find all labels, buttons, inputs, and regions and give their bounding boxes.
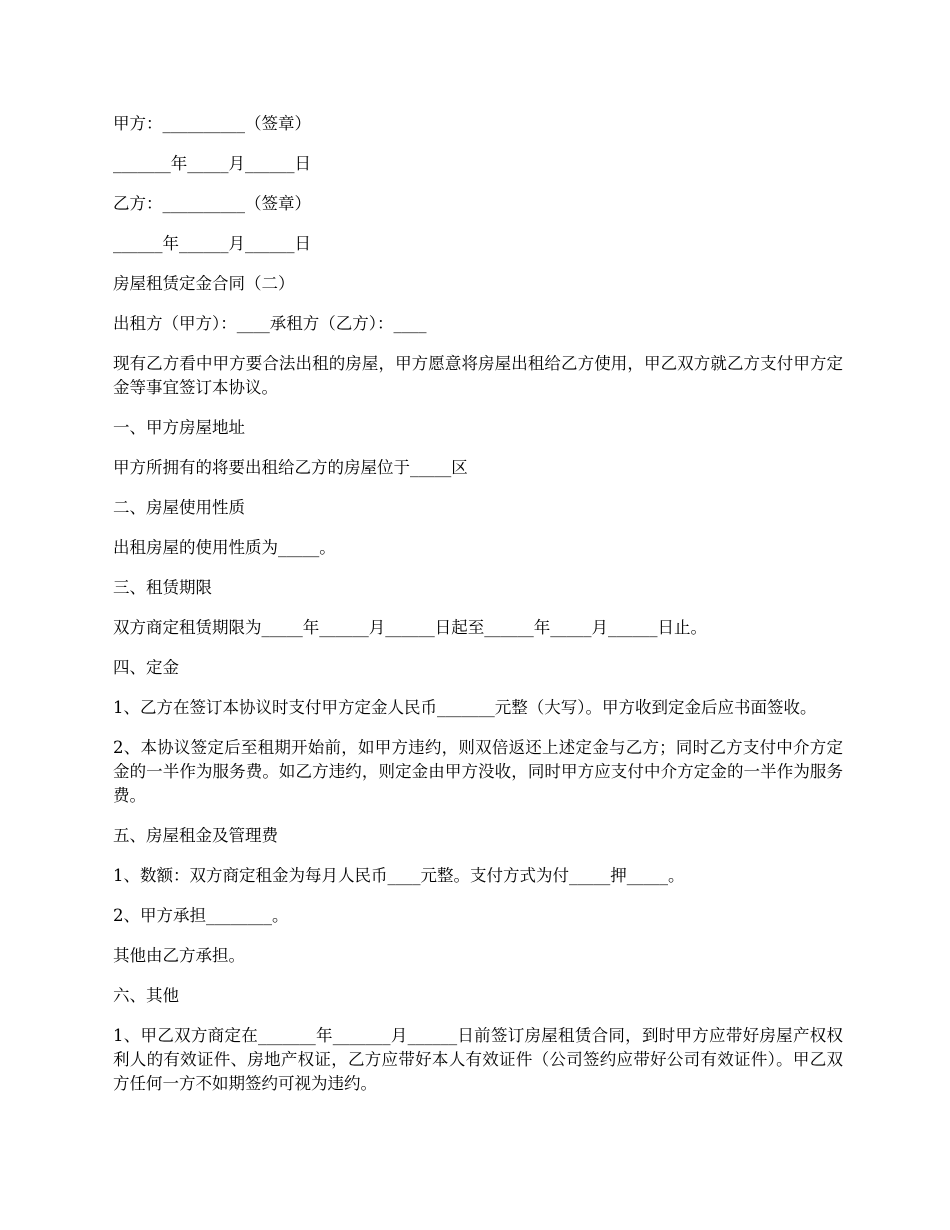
rent-clause-1: 1、数额：双方商定租金为每月人民币____元整。支付方式为付_____押_____。 — [113, 866, 685, 885]
section-heading-other: 六、其他 — [113, 986, 179, 1005]
deposit-clause-2: 2、本协议签定后至租期开始前，如甲方违约，则双倍返还上述定金与乙方；同时乙方支付中介方定金的一半作为服务费。如乙方违约，则定金由甲方没收，同时甲方应支付中介方定金的一半作为服务费。 — [113, 738, 843, 805]
section-heading-term: 三、租赁期限 — [113, 578, 212, 597]
address-paragraph: 甲方所拥有的将要出租给乙方的房屋位于_____区 — [113, 458, 468, 477]
party-b-signature-line: 乙方：__________（签章） — [113, 194, 311, 213]
section-heading-address: 一、甲方房屋地址 — [113, 418, 245, 437]
rent-clause-2: 2、甲方承担________。 — [113, 906, 289, 925]
deposit-clause-1: 1、乙方在签订本协议时支付甲方定金人民币_______元整（大写）。甲方收到定金后应书面签收。 — [113, 698, 817, 717]
section-heading-rent: 五、房屋租金及管理费 — [113, 826, 278, 845]
party-a-signature-line: 甲方：__________（签章） — [113, 114, 311, 133]
document-page — [113, 112, 843, 1112]
rent-clause-other: 其他由乙方承担。 — [113, 946, 245, 965]
parties-line: 出租方（甲方）：____承租方（乙方）：____ — [113, 314, 427, 333]
section-heading-deposit: 四、定金 — [113, 658, 179, 677]
party-b-date-line: ______年______月______日 — [113, 234, 311, 253]
preamble-paragraph: 现有乙方看中甲方要合法出租的房屋，甲方愿意将房屋出租给乙方使用，甲乙双方就乙方支付甲方定金等事宜签订本协议。 — [113, 354, 843, 397]
party-a-date-line: _______年_____月______日 — [113, 154, 311, 173]
contract-title: 房屋租赁定金合同（二） — [113, 274, 295, 293]
other-clause-1: 1、甲乙双方商定在_______年_______月______日前签订房屋租赁合同，到时甲方应带好房屋产权权利人的有效证件、房地产权证，乙方应带好本人有效证件（公司签约应带好公司有效证件）。甲乙双方任何一方不如期签约可视为违约。 — [113, 1026, 843, 1093]
usage-paragraph: 出租房屋的使用性质为_____。 — [113, 538, 336, 557]
section-heading-usage: 二、房屋使用性质 — [113, 498, 245, 517]
term-paragraph: 双方商定租赁期限为_____年______月______日起至______年_____月______日止。 — [113, 618, 707, 637]
